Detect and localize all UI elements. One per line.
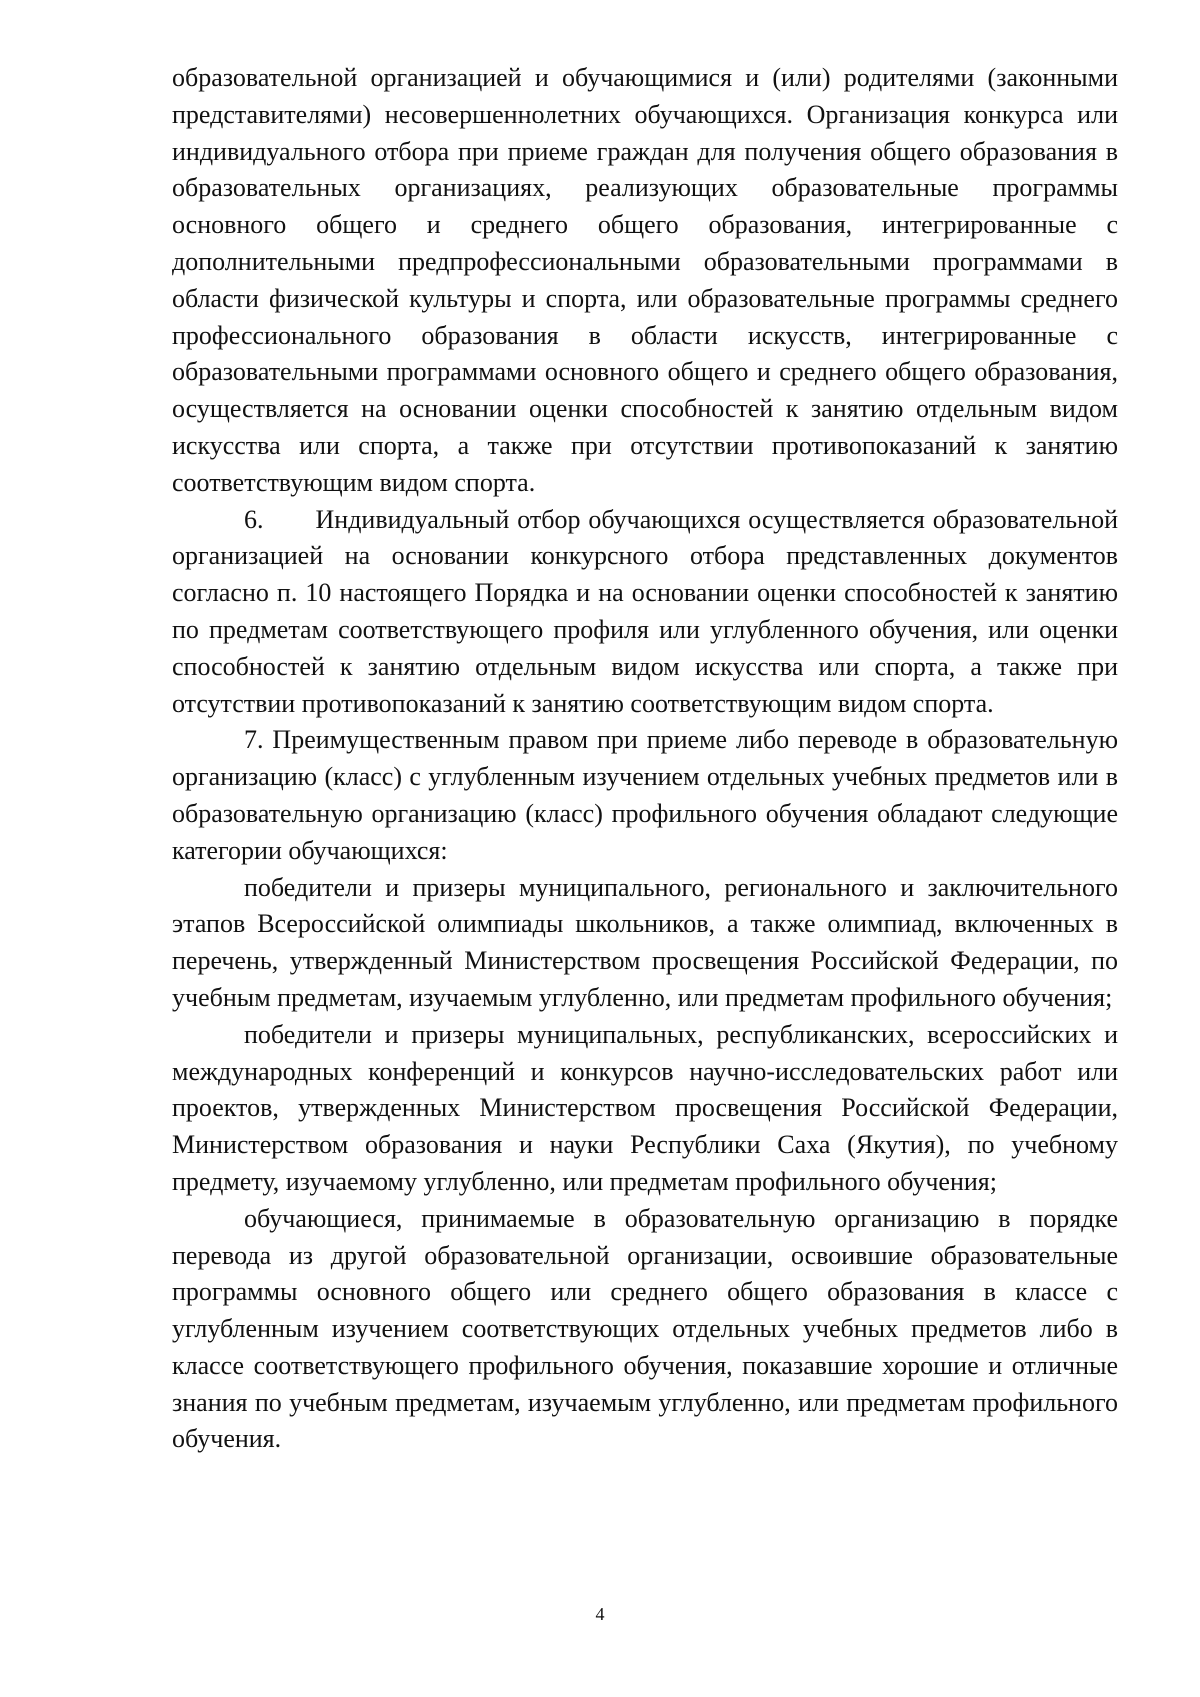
paragraph-olympiad-winners: победители и призеры муниципального, регионального и заключительного этапов Всероссийской олимпиады школьников, а также олимпиад, включенных в перечень, утвержденный Министерством просвещения Российской Федерации, по учебным предметам, изучаемым углубленно, или предметам профильного обучения;	[172, 872, 1118, 1012]
page-number: 4	[595, 1604, 605, 1624]
paragraph-item-6: 6. Индивидуальный отбор обучающихся осуществляется образовательной организацией на основании конкурсного отбора представленных документов согласно п. 10 настоящего Порядка и на основании оценки способностей к занятию по предметам соответствующего профиля или углубленного обучения, или оценки способностей к занятию отдельным видом искусства или спорта, а также при отсутствии противопоказаний к занятию соответствующим видом спорта.	[172, 504, 1118, 718]
paragraph-continuation: образовательной организацией и обучающимися и (или) родителями (законными представителями) несовершеннолетних обучающихся. Организация конкурса или индивидуального отбора при приеме граждан для получения общего образования в образовательных организациях, реализующих образовательные программы основного общего и среднего общего образования, интегрированные с дополнительными предпрофессиональными образовательными программами в области физической культуры и спорта, или образовательные программы среднего профессионального образования в области искусств, интегрированные с образовательными программами основного общего и среднего общего образования, осуществляется на основании оценки способностей к занятию отдельным видом искусства или спорта, а также при отсутствии противопоказаний к занятию соответствующим видом спорта.	[172, 63, 1118, 497]
paragraph-item-7: 7. Преимущественным правом при приеме либо переводе в образовательную организацию (класс) с углубленным изучением отдельных учебных предметов или в образовательную организацию (класс) профильного обучения обладают следующие категории обучающихся:	[172, 725, 1118, 865]
document-body	[172, 60, 1118, 1458]
paragraph-conference-winners: победители и призеры муниципальных, республиканских, всероссийских и международных конференций и конкурсов научно-исследовательских работ или проектов, утвержденных Министерством просвещения Российской Федерации, Министерством образования и науки Республики Саха (Якутия), по учебному предмету, изучаемому углубленно, или предметам профильного обучения;	[172, 1019, 1118, 1196]
paragraph-transferred-students: обучающиеся, принимаемые в образовательную организацию в порядке перевода из другой образовательной организации, освоившие образовательные программы основного общего или среднего общего образования в классе с углубленным изучением соответствующих отдельных учебных предметов либо в классе соответствующего профильного обучения, показавшие хорошие и отличные знания по учебным предметам, изучаемым углубленно, или предметам профильного обучения.	[172, 1203, 1118, 1454]
